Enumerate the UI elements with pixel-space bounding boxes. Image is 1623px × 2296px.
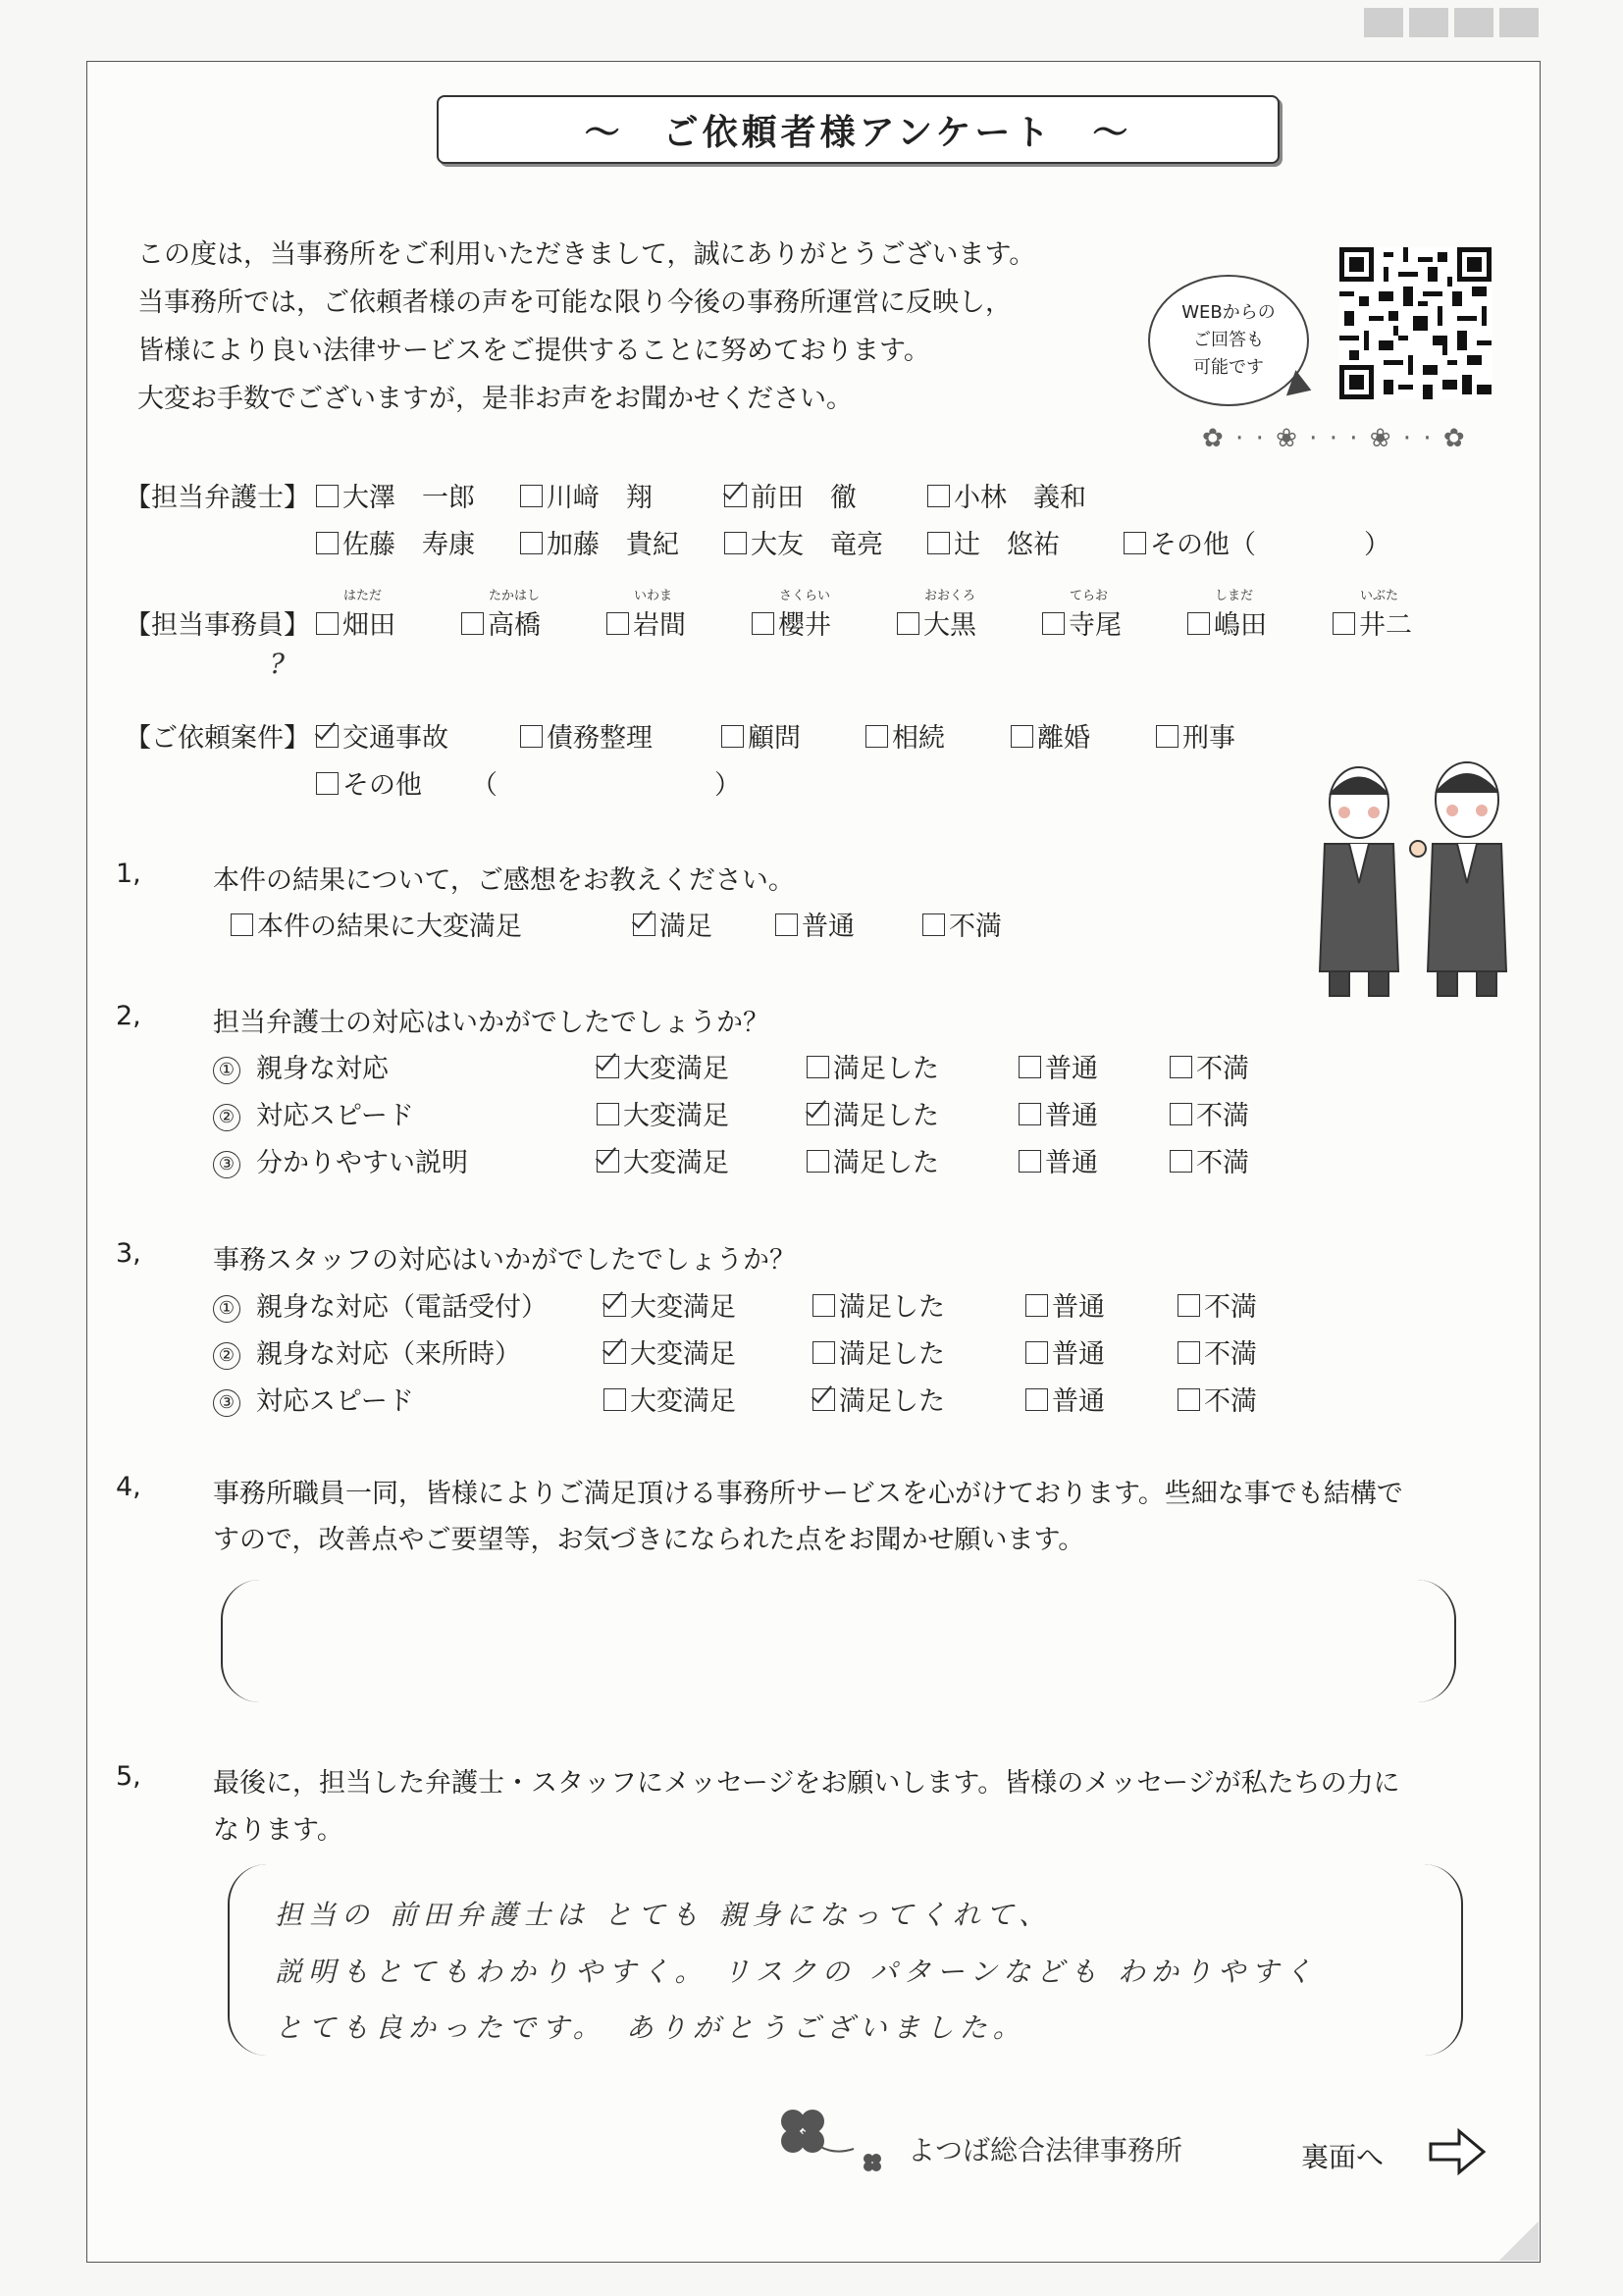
lawyer-option[interactable]: 前田 徹 [724,476,857,514]
web-answer-bubble [1148,275,1309,406]
page-title: ～ ご依頼者様アンケート ～ [437,95,1280,164]
case-option[interactable]: 相続 [865,716,945,755]
staff-label: 【担当事務員】 [125,610,310,641]
checkbox-icon[interactable] [1187,612,1210,635]
checkbox-icon[interactable] [316,532,339,554]
q3-row-label: ③ 対応スピード [213,1380,414,1418]
handwritten-mark: ? [270,648,291,680]
q3-rating-option[interactable]: 大変満足 [603,1285,736,1324]
checkbox-icon[interactable] [721,725,744,748]
checkbox-checked-icon[interactable] [633,913,655,936]
checkbox-icon[interactable] [1156,725,1178,748]
checkbox-icon[interactable] [1025,1388,1048,1411]
q2-row-label: ③ 分かりやすい説明 [213,1141,468,1179]
q2-number: 2, [116,1001,141,1031]
lawyer-label: 【担当弁護士】 [125,483,310,513]
checkbox-checked-icon[interactable] [597,1150,619,1173]
checkbox-icon[interactable] [1124,532,1146,554]
q3-rating-option[interactable]: 普通 [1025,1380,1105,1418]
q1-option[interactable]: 満足 [633,905,712,943]
page-corner-fold [1499,2221,1539,2261]
checkbox-icon[interactable] [927,532,950,554]
staff-ruby: いぶた [1360,589,1399,603]
q3-rating-option[interactable]: 満足した [812,1380,945,1418]
q4-number: 4, [116,1472,141,1502]
checkbox-checked-icon[interactable] [603,1294,626,1317]
q5-number: 5, [116,1761,141,1792]
q1-number: 1, [116,859,141,889]
q2-rating-option[interactable]: 満足した [807,1094,939,1132]
checkbox-icon[interactable] [316,612,339,635]
q2-rating-option[interactable]: 不満 [1170,1047,1249,1085]
intro-line: 皆様により良い法律サービスをご提供することに努めております。 [137,336,930,366]
checkbox-icon[interactable] [603,1388,626,1411]
q1-option[interactable]: 本件の結果に大変満足 [231,905,522,943]
case-option[interactable]: 交通事故 [316,716,448,755]
lawyer-option[interactable]: 加藤 貴紀 [520,523,679,561]
q5-handwritten-line: とても良かったです。 ありがとうございました。 [275,2011,1026,2044]
q3-rating-option[interactable]: 不満 [1178,1332,1257,1371]
q3-row-label: ① 親身な対応（電話受付） [213,1285,548,1324]
checkbox-icon[interactable] [316,485,339,507]
staff-option[interactable]: 嶋田 [1187,603,1267,642]
qr-code-icon[interactable] [1339,247,1492,399]
row-number-icon: ① [213,1057,240,1084]
checkbox-icon[interactable] [1019,1056,1041,1078]
firm-name: よつば総合法律事務所 [908,2134,1183,2166]
row-number-icon: ③ [213,1389,240,1417]
checkbox-icon[interactable] [1025,1341,1048,1364]
checkbox-icon[interactable] [1333,612,1355,635]
checkbox-icon[interactable] [1178,1294,1200,1317]
q3-number: 3, [116,1238,141,1269]
q3-rating-option[interactable]: 満足した [812,1332,945,1371]
q3-row-label: ② 親身な対応（来所時） [213,1332,521,1371]
checkbox-icon[interactable] [1170,1150,1192,1173]
q3-rating-option[interactable]: 満足した [812,1285,945,1324]
checkbox-checked-icon[interactable] [597,1056,619,1078]
staff-ruby: しまだ [1215,589,1254,603]
checkbox-icon[interactable] [775,913,798,936]
checkbox-icon[interactable] [922,913,945,936]
checkbox-icon[interactable] [316,772,339,795]
redacted-stamp [1364,8,1539,37]
row-number-icon: ② [213,1104,240,1131]
checkbox-checked-icon[interactable] [316,725,339,748]
checkbox-icon[interactable] [812,1294,835,1317]
lawyers-illustration-icon [1300,756,1526,1001]
checkbox-icon[interactable] [1019,1150,1041,1173]
q2-rating-option[interactable]: 不満 [1170,1094,1249,1132]
q5-handwritten-line: 説明もとてもわかりやすく。 リスクの パターンなども わかりやすく [275,1956,1319,1988]
checkbox-icon[interactable] [1178,1388,1200,1411]
next-page-label[interactable]: 裏面へ [1301,2141,1385,2173]
clover-logo-icon [765,2100,903,2178]
checkbox-icon[interactable] [807,1056,829,1078]
intro-line: 当事務所では，ご依頼者様の声を可能な限り今後の事務所運営に反映し， [137,287,1012,318]
arrow-right-icon[interactable] [1428,2127,1487,2176]
row-number-icon: ③ [213,1151,240,1178]
staff-option[interactable]: 櫻井 [752,603,831,642]
staff-option[interactable]: 畑田 [316,603,395,642]
checkbox-icon[interactable] [231,913,253,936]
lawyer-option[interactable]: 佐藤 寿康 [316,523,475,561]
staff-ruby: さくらい [779,589,831,603]
q3-rating-option[interactable]: 大変満足 [603,1380,736,1418]
staff-option[interactable]: 寺尾 [1042,603,1122,642]
checkbox-icon[interactable] [1025,1294,1048,1317]
case-option[interactable]: 刑事 [1156,716,1235,755]
lawyer-option-other[interactable]: その他（ [1124,523,1256,561]
q2-rating-option[interactable]: 不満 [1170,1141,1249,1179]
intro-line: この度は，当事務所をご利用いただきまして，誠にありがとうございます。 [137,239,1036,270]
q1-option[interactable]: 不満 [922,905,1002,943]
q5-question-line: 最後に，担当した弁護士・スタッフにメッセージをお願いします。皆様のメッセージが私たちの力に [213,1768,1400,1799]
checkbox-checked-icon[interactable] [812,1388,835,1411]
q3-rating-option[interactable]: 大変満足 [603,1332,736,1371]
q2-rating-option[interactable]: 大変満足 [597,1141,729,1179]
checkbox-icon[interactable] [927,485,950,507]
case-other-close: ） [714,770,741,801]
checkbox-icon[interactable] [520,485,543,507]
row-number-icon: ① [213,1295,240,1323]
case-label: 【ご依頼案件】 [125,723,310,754]
staff-ruby: はただ [343,589,383,603]
checkbox-icon[interactable] [606,612,629,635]
checkbox-icon[interactable] [1042,612,1065,635]
q5-handwritten-line: 担当の 前田弁護士は とても 親身になってくれて、 [275,1899,1053,1931]
staff-ruby: いわま [634,589,673,603]
q2-rating-option[interactable]: 普通 [1019,1094,1098,1132]
row-number-icon: ② [213,1342,240,1370]
checkbox-icon[interactable] [807,1150,829,1173]
q2-rating-option[interactable]: 普通 [1019,1141,1098,1179]
bubble-line: ご回答も [1193,330,1264,350]
checkbox-icon[interactable] [812,1341,835,1364]
checkbox-icon[interactable] [1178,1341,1200,1364]
checkbox-icon[interactable] [752,612,774,635]
checkbox-icon[interactable] [1170,1103,1192,1125]
q3-question: 事務スタッフの対応はいかがでしたでしょうか？ [213,1245,796,1276]
q2-question: 担当弁護士の対応はいかがでしたでしょうか？ [213,1008,769,1038]
checkbox-icon[interactable] [1170,1056,1192,1078]
checkbox-icon[interactable] [865,725,888,748]
checkbox-icon[interactable] [597,1103,619,1125]
q4-question-line: 事務所職員一同，皆様によりご満足頂ける事務所サービスを心がけております。些細な事でも結構で [213,1479,1403,1509]
case-option[interactable]: 債務整理 [520,716,653,755]
q3-rating-option[interactable]: 不満 [1178,1285,1257,1324]
staff-ruby: おおくろ [924,589,976,603]
lawyer-option[interactable]: 大澤 一郎 [316,476,475,514]
bubble-line: WEBからの [1181,302,1276,323]
q1-question: 本件の結果について，ご感想をお教えください。 [213,865,795,896]
lawyer-other-close: ） [1364,530,1390,560]
case-other-open: （ [471,770,497,801]
q2-rating-option[interactable]: 大変満足 [597,1047,729,1085]
staff-ruby: たかはし [489,589,541,603]
case-option-other[interactable]: その他 [316,763,422,802]
q4-question-line: すので，改善点やご要望等，お気づきになられた点をお聞かせ願います。 [213,1525,1085,1555]
checkbox-icon[interactable] [897,612,919,635]
q2-rating-option[interactable]: 満足した [807,1047,939,1085]
q3-rating-option[interactable]: 不満 [1178,1380,1257,1418]
checkbox-icon[interactable] [520,532,543,554]
checkbox-checked-icon[interactable] [724,485,747,507]
lawyer-option[interactable]: 川﨑 翔 [520,476,653,514]
case-option[interactable]: 顧問 [721,716,801,755]
case-option[interactable]: 離婚 [1011,716,1090,755]
q2-row-label: ① 親身な対応 [213,1047,389,1085]
checkbox-icon[interactable] [724,532,747,554]
checkbox-icon[interactable] [520,725,543,748]
clover-divider-icon: ✿ · · ❀ · · · ❀ · · ✿ [1202,424,1467,453]
lawyer-option[interactable]: 辻 悠祐 [927,523,1060,561]
q2-row-label: ② 対応スピード [213,1094,414,1132]
intro-text [137,231,1035,423]
q2-rating-option[interactable]: 満足した [807,1141,939,1179]
checkbox-checked-icon[interactable] [807,1103,829,1125]
checkbox-icon[interactable] [1011,725,1033,748]
q4-answer-box[interactable] [221,1580,1456,1702]
checkbox-icon[interactable] [1019,1103,1041,1125]
q2-rating-option[interactable]: 大変満足 [597,1094,729,1132]
lawyer-option[interactable]: 小林 義和 [927,476,1086,514]
checkbox-icon[interactable] [461,612,484,635]
staff-ruby: てらお [1070,589,1109,603]
staff-option[interactable]: 井二 [1333,603,1412,642]
staff-option[interactable]: 大黒 [897,603,976,642]
q3-rating-option[interactable]: 普通 [1025,1332,1105,1371]
q3-rating-option[interactable]: 普通 [1025,1285,1105,1324]
staff-option[interactable]: 岩間 [606,603,686,642]
q5-question-line: なります。 [213,1815,343,1846]
q1-option[interactable]: 普通 [775,905,855,943]
staff-option[interactable]: 高橋 [461,603,541,642]
lawyer-option[interactable]: 大友 竜亮 [724,523,883,561]
checkbox-checked-icon[interactable] [603,1341,626,1364]
bubble-line: 可能です [1193,357,1264,378]
intro-line: 大変お手数でございますが，是非お声をお聞かせください。 [137,384,853,414]
q2-rating-option[interactable]: 普通 [1019,1047,1098,1085]
